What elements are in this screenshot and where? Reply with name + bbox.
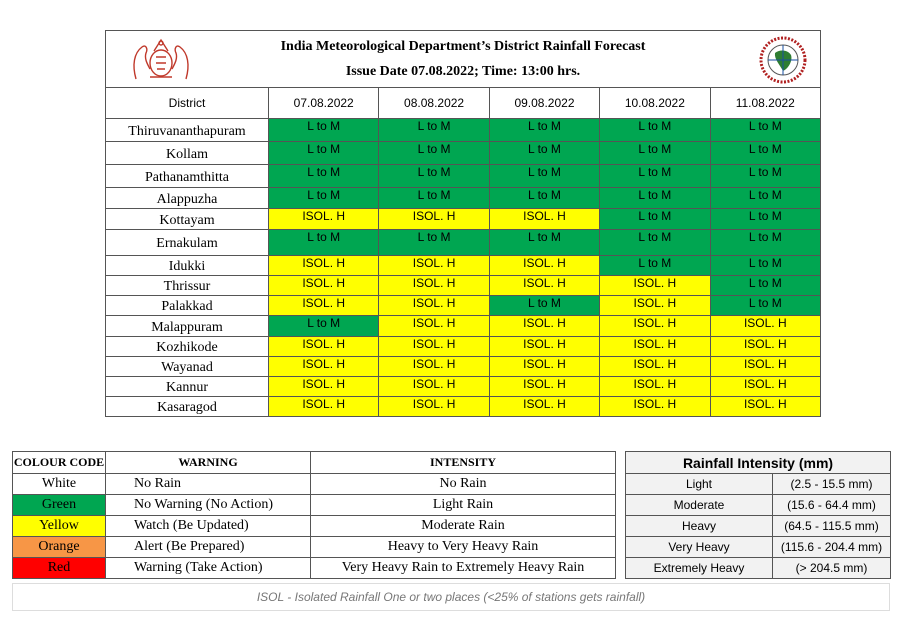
table-row <box>106 276 821 296</box>
forecast-cell: ISOL. H <box>489 256 599 276</box>
table-row <box>106 357 821 377</box>
forecast-cell: ISOL. H <box>600 337 710 357</box>
forecast-cell: L to M <box>489 230 599 256</box>
intensity-range: (64.5 - 115.5 mm) <box>773 516 891 537</box>
forecast-cell: ISOL. H <box>600 377 710 397</box>
date-column-header: 10.08.2022 <box>600 88 710 119</box>
forecast-cell: ISOL. H <box>600 357 710 377</box>
forecast-cell: ISOL. H <box>489 357 599 377</box>
forecast-cell: ISOL. H <box>269 256 379 276</box>
intensity-category: Very Heavy <box>626 537 773 558</box>
forecast-cell: L to M <box>600 188 710 209</box>
forecast-table <box>105 87 821 417</box>
district-name: Alappuzha <box>106 188 269 209</box>
legend-row <box>13 474 616 495</box>
forecast-cell: ISOL. H <box>489 276 599 296</box>
district-name: Kozhikode <box>106 337 269 357</box>
forecast-header <box>105 30 821 87</box>
forecast-cell: ISOL. H <box>269 357 379 377</box>
legend-colour-header: COLOUR CODE <box>13 452 106 474</box>
intensity-row <box>626 516 891 537</box>
legend-colour-cell: White <box>13 474 106 495</box>
forecast-cell: ISOL. H <box>269 377 379 397</box>
table-row <box>106 316 821 337</box>
legend-warning-cell: Warning (Take Action) <box>106 558 311 579</box>
forecast-cell: ISOL. H <box>489 316 599 337</box>
forecast-cell: ISOL. H <box>379 357 489 377</box>
forecast-cell: L to M <box>600 119 710 142</box>
forecast-cell: L to M <box>269 142 379 165</box>
legend-intensity-cell: Light Rain <box>311 495 616 516</box>
forecast-cell: ISOL. H <box>269 337 379 357</box>
legend-colour-cell: Orange <box>13 537 106 558</box>
forecast-cell: L to M <box>710 188 820 209</box>
intensity-category: Heavy <box>626 516 773 537</box>
forecast-cell: ISOL. H <box>269 209 379 230</box>
rainfall-intensity-table <box>625 451 891 579</box>
forecast-cell: L to M <box>710 296 820 316</box>
intensity-range: (115.6 - 204.4 mm) <box>773 537 891 558</box>
forecast-cell: ISOL. H <box>600 296 710 316</box>
legend-warning-cell: No Warning (No Action) <box>106 495 311 516</box>
district-name: Thiruvananthapuram <box>106 119 269 142</box>
date-column-header: 08.08.2022 <box>379 88 489 119</box>
forecast-cell: L to M <box>600 209 710 230</box>
forecast-cell: L to M <box>489 119 599 142</box>
district-name: Kottayam <box>106 209 269 230</box>
legend-colour-cell: Green <box>13 495 106 516</box>
district-name: Ernakulam <box>106 230 269 256</box>
forecast-cell: ISOL. H <box>269 276 379 296</box>
district-name: Palakkad <box>106 296 269 316</box>
table-row <box>106 119 821 142</box>
forecast-cell: L to M <box>269 165 379 188</box>
forecast-cell: ISOL. H <box>379 256 489 276</box>
forecast-cell: L to M <box>600 142 710 165</box>
forecast-cell: ISOL. H <box>489 397 599 417</box>
table-row <box>106 256 821 276</box>
forecast-cell: L to M <box>489 296 599 316</box>
forecast-cell: L to M <box>710 209 820 230</box>
forecast-cell: L to M <box>269 230 379 256</box>
footnote: ISOL - Isolated Rainfall One or two places (<25% of stations gets rainfall) <box>12 583 890 611</box>
table-row <box>106 209 821 230</box>
forecast-cell: L to M <box>489 188 599 209</box>
legend-row <box>13 495 616 516</box>
forecast-header-row <box>106 88 821 119</box>
forecast-cell: ISOL. H <box>710 316 820 337</box>
page-title: India Meteorological Department’s District Rainfall Forecast <box>280 39 646 54</box>
legend-warning-header: WARNING <box>106 452 311 474</box>
forecast-table-body <box>106 119 821 417</box>
forecast-table-block <box>105 30 821 417</box>
district-name: Wayanad <box>106 357 269 377</box>
colour-code-legend <box>12 451 616 579</box>
legend-row <box>13 537 616 558</box>
legend-warning-cell: Watch (Be Updated) <box>106 516 311 537</box>
forecast-cell: ISOL. H <box>379 209 489 230</box>
district-column-header: District <box>106 88 269 119</box>
issue-date: Issue Date 07.08.2022; Time: 13:00 hrs. <box>345 64 581 79</box>
legend-intensity-cell: Heavy to Very Heavy Rain <box>311 537 616 558</box>
intensity-header-row <box>626 452 891 474</box>
forecast-cell: L to M <box>710 142 820 165</box>
forecast-cell: L to M <box>379 165 489 188</box>
forecast-cell: ISOL. H <box>379 337 489 357</box>
table-row <box>106 142 821 165</box>
forecast-cell: L to M <box>489 165 599 188</box>
intensity-title: Rainfall Intensity (mm) <box>626 452 891 474</box>
district-name: Kasaragod <box>106 397 269 417</box>
district-name: Malappuram <box>106 316 269 337</box>
table-row <box>106 230 821 256</box>
forecast-cell: ISOL. H <box>600 316 710 337</box>
legend-intensity-cell: Very Heavy Rain to Extremely Heavy Rain <box>311 558 616 579</box>
forecast-cell: L to M <box>600 230 710 256</box>
forecast-cell: ISOL. H <box>269 397 379 417</box>
intensity-range: (> 204.5 mm) <box>773 558 891 579</box>
forecast-cell: ISOL. H <box>710 397 820 417</box>
legend-row <box>13 516 616 537</box>
forecast-cell: L to M <box>269 119 379 142</box>
forecast-cell: L to M <box>600 256 710 276</box>
forecast-cell: ISOL. H <box>710 337 820 357</box>
date-column-header: 11.08.2022 <box>710 88 820 119</box>
forecast-cell: ISOL. H <box>710 377 820 397</box>
intensity-range: (2.5 - 15.5 mm) <box>773 474 891 495</box>
district-name: Kollam <box>106 142 269 165</box>
legend-intensity-header: INTENSITY <box>311 452 616 474</box>
intensity-category: Moderate <box>626 495 773 516</box>
intensity-row <box>626 558 891 579</box>
legend-warning-cell: No Rain <box>106 474 311 495</box>
forecast-cell: L to M <box>600 165 710 188</box>
forecast-cell: ISOL. H <box>379 377 489 397</box>
forecast-cell: L to M <box>710 230 820 256</box>
legend-intensity-cell: Moderate Rain <box>311 516 616 537</box>
forecast-cell: L to M <box>269 316 379 337</box>
date-column-header: 09.08.2022 <box>489 88 599 119</box>
forecast-cell: ISOL. H <box>600 276 710 296</box>
intensity-row <box>626 537 891 558</box>
district-name: Thrissur <box>106 276 269 296</box>
forecast-cell: ISOL. H <box>710 357 820 377</box>
forecast-cell: ISOL. H <box>269 296 379 316</box>
forecast-cell: L to M <box>379 142 489 165</box>
forecast-cell: L to M <box>710 165 820 188</box>
forecast-cell: L to M <box>489 142 599 165</box>
forecast-cell: L to M <box>379 188 489 209</box>
legend-intensity-cell: No Rain <box>311 474 616 495</box>
forecast-cell: ISOL. H <box>489 377 599 397</box>
intensity-row <box>626 495 891 516</box>
table-row <box>106 377 821 397</box>
table-row <box>106 165 821 188</box>
forecast-cell: ISOL. H <box>379 397 489 417</box>
table-row <box>106 188 821 209</box>
forecast-cell: ISOL. H <box>379 296 489 316</box>
date-column-header: 07.08.2022 <box>269 88 379 119</box>
imd-logo-icon <box>758 35 808 85</box>
legend-colour-cell: Red <box>13 558 106 579</box>
forecast-cell: L to M <box>710 276 820 296</box>
forecast-cell: L to M <box>379 230 489 256</box>
district-name: Pathanamthitta <box>106 165 269 188</box>
legend-row <box>13 558 616 579</box>
legend-header-row <box>13 452 616 474</box>
forecast-cell: L to M <box>379 119 489 142</box>
forecast-cell: ISOL. H <box>600 397 710 417</box>
forecast-cell: ISOL. H <box>379 276 489 296</box>
forecast-cell: L to M <box>710 119 820 142</box>
forecast-cell: L to M <box>269 188 379 209</box>
forecast-cell: ISOL. H <box>379 316 489 337</box>
intensity-category: Extremely Heavy <box>626 558 773 579</box>
forecast-cell: ISOL. H <box>489 209 599 230</box>
legend-colour-cell: Yellow <box>13 516 106 537</box>
legend-warning-cell: Alert (Be Prepared) <box>106 537 311 558</box>
forecast-cell: ISOL. H <box>489 337 599 357</box>
intensity-row <box>626 474 891 495</box>
district-name: Idukki <box>106 256 269 276</box>
intensity-category: Light <box>626 474 773 495</box>
table-row <box>106 296 821 316</box>
intensity-range: (15.6 - 64.4 mm) <box>773 495 891 516</box>
forecast-cell: L to M <box>710 256 820 276</box>
district-name: Kannur <box>106 377 269 397</box>
table-row <box>106 337 821 357</box>
table-row <box>106 397 821 417</box>
